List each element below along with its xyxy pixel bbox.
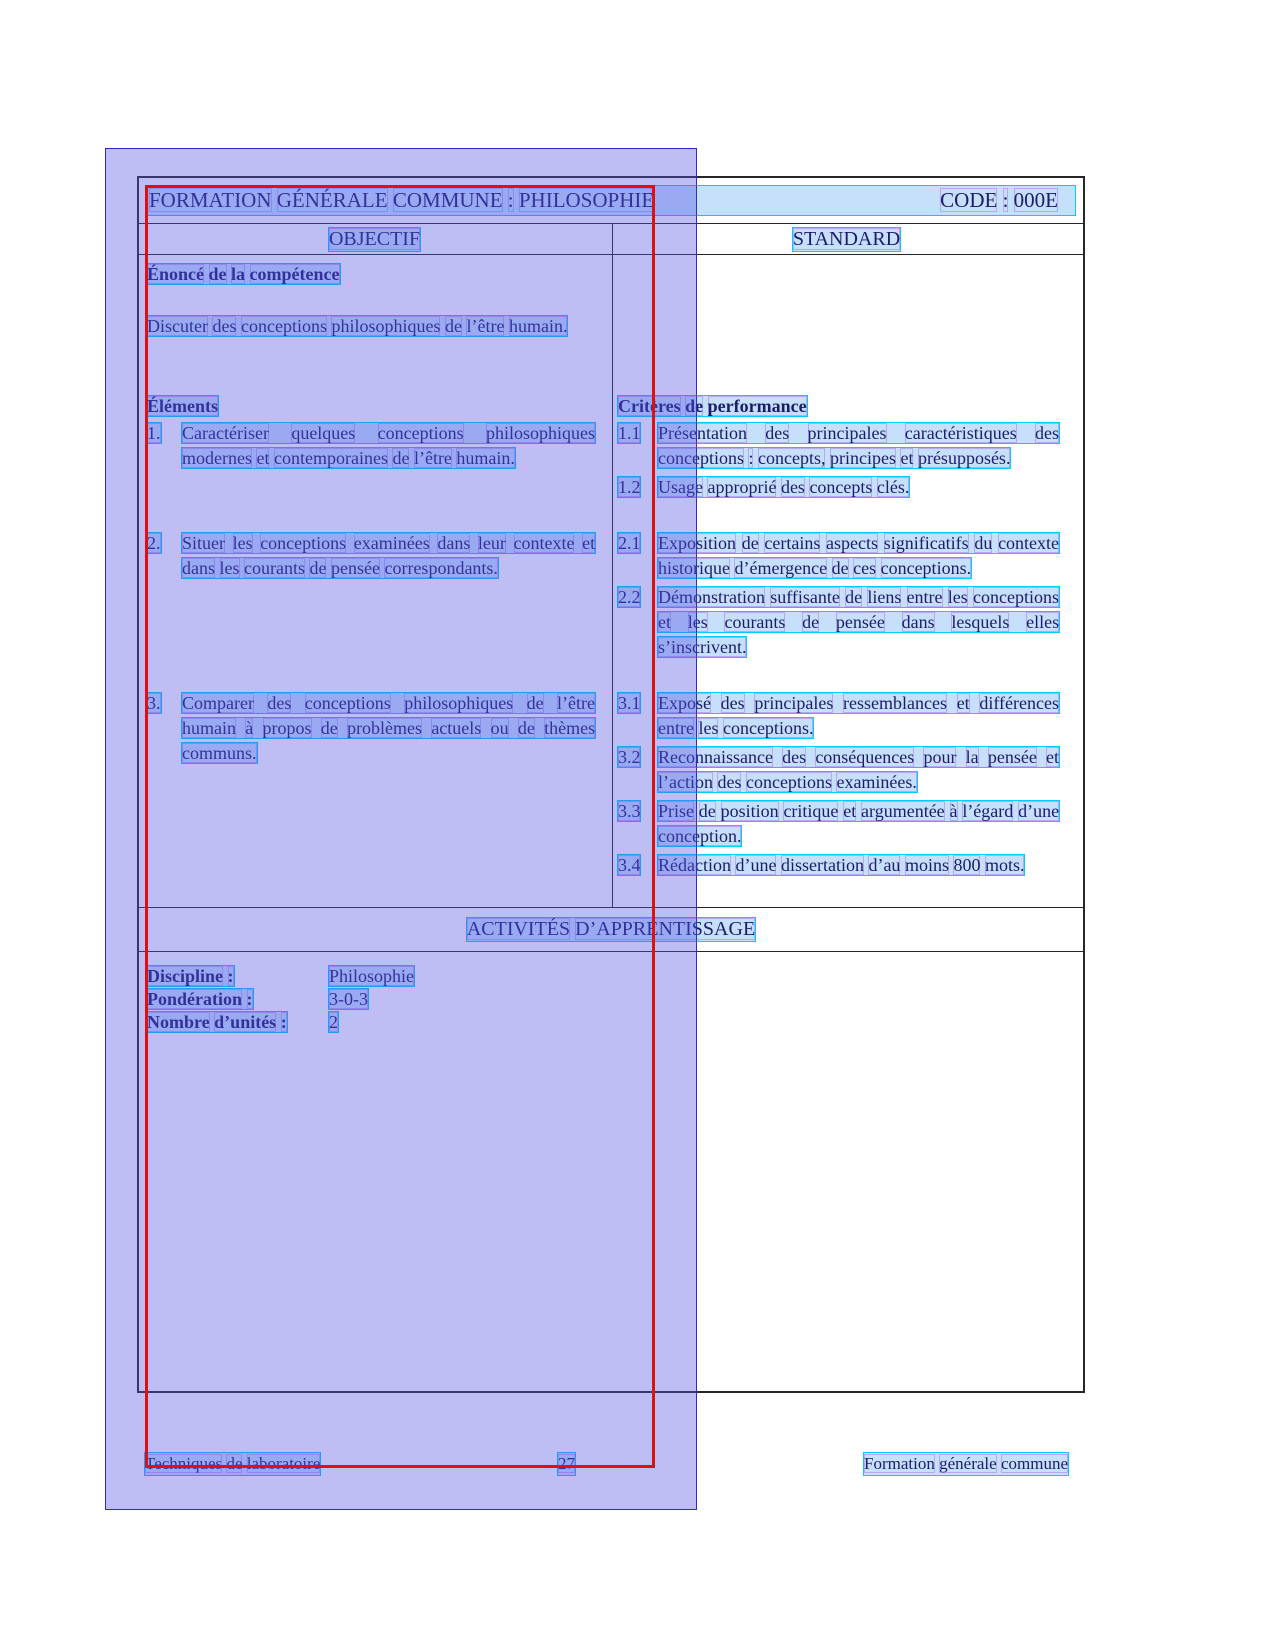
criterion-number: 2.1 [617, 533, 641, 553]
element-text: Situer les conceptions examinées dans leur contexte et dans les courants de pensée correspondants. [182, 533, 596, 578]
table-row [139, 531, 1083, 660]
criterion-text: Prise de position critique et argumentée à l’égard d’une conception. [657, 801, 1060, 846]
enonce-block [147, 262, 589, 339]
objectif-header: OBJECTIF [328, 227, 421, 250]
element-number: 3. [147, 693, 161, 713]
criterion-number: 3.2 [617, 747, 641, 767]
table-title-row [139, 178, 1083, 224]
criterion-text: Démonstration suffisante de liens entre les conceptions et les courants de pensée dans lesquels elles s’inscrivent. [657, 587, 1060, 657]
field-label: Nombre d’unités : [147, 1012, 287, 1032]
criterion-number: 3.3 [617, 801, 641, 821]
criterion-text: Exposition de certains aspects significatifs du contexte historique d’émergence de ces conceptions. [657, 533, 1060, 578]
table-row [139, 421, 1083, 500]
competency-table [137, 176, 1085, 1393]
criterion-item [618, 853, 1059, 878]
field-label: Pondération : [147, 989, 253, 1009]
column-headers-row [139, 224, 1083, 255]
field-ponderation [147, 988, 414, 1011]
criteres-heading: Critères de performance [617, 396, 807, 416]
element-text: Comparer des conceptions philosophiques de l’être humain à propos de problèmes actuels ou de thèmes communs. [182, 693, 596, 763]
criterion-text: Reconnaissance des conséquences pour la pensée et l’action des conceptions examinées. [657, 747, 1060, 792]
criterion-text: Usage approprié des concepts clés. [657, 477, 910, 497]
criterion-item [618, 745, 1059, 795]
criterion-text: Rédaction d’une dissertation d’au moins 800 mots. [657, 855, 1025, 875]
criterion-number: 3.1 [617, 693, 641, 713]
criterion-number: 1.2 [617, 477, 641, 497]
criterion-item [618, 691, 1059, 741]
objectif-column-header-cell [139, 224, 610, 254]
activities-header-row [139, 907, 1083, 952]
footer-right: Formation générale commune [864, 1454, 1068, 1473]
document-title: FORMATION GÉNÉRALE COMMUNE : PHILOSOPHIE [149, 188, 655, 212]
field-value: 3-0-3 [329, 989, 368, 1009]
objectif-standard-body [139, 255, 1083, 907]
field-value: Philosophie [329, 966, 415, 986]
document-code: CODE : 000E [940, 188, 1058, 212]
title-band [147, 186, 1075, 215]
enonce-text: Discuter des conceptions philosophiques de l’être humain. [147, 316, 568, 336]
criterion-item [618, 799, 1059, 849]
page-footer [0, 1453, 1275, 1477]
criterion-number: 3.4 [617, 855, 641, 875]
criterion-number: 1.1 [617, 423, 641, 443]
field-unites [147, 1011, 414, 1034]
criterion-item [618, 585, 1059, 660]
criterion-item [618, 475, 1059, 500]
section-headers-row [139, 394, 1083, 419]
element-number: 1. [147, 423, 161, 443]
elements-heading: Éléments [147, 396, 218, 416]
field-value: 2 [329, 1012, 338, 1032]
activities-heading: ACTIVITÉS D’APPRENTISSAGE [466, 918, 756, 940]
element-number: 2. [147, 533, 161, 553]
criterion-item [618, 421, 1059, 471]
footer-left: Techniques de laboratoire [145, 1454, 321, 1473]
enonce-heading: Énoncé de la compétence [147, 264, 340, 284]
activities-body [139, 952, 1083, 1391]
field-discipline [147, 965, 414, 988]
criterion-text: Présentation des principales caractéristiques des conceptions : concepts, principes et présupposés. [657, 423, 1060, 468]
activities-fields [147, 965, 414, 1034]
field-label: Discipline : [147, 966, 234, 986]
element-text: Caractériser quelques conceptions philosophiques modernes et contemporaines de l’être humain. [182, 423, 596, 468]
criterion-number: 2.2 [617, 587, 641, 607]
element-item [147, 421, 595, 471]
criterion-item [618, 531, 1059, 581]
standard-header: STANDARD [792, 227, 901, 250]
element-item [147, 531, 595, 581]
page-number: 27 [558, 1454, 575, 1473]
table-row [139, 691, 1083, 878]
column-divider [612, 224, 613, 907]
standard-column-header-cell [610, 224, 1083, 254]
element-item [147, 691, 595, 766]
criterion-text: Exposé des principales ressemblances et différences entre les conceptions. [657, 693, 1059, 738]
